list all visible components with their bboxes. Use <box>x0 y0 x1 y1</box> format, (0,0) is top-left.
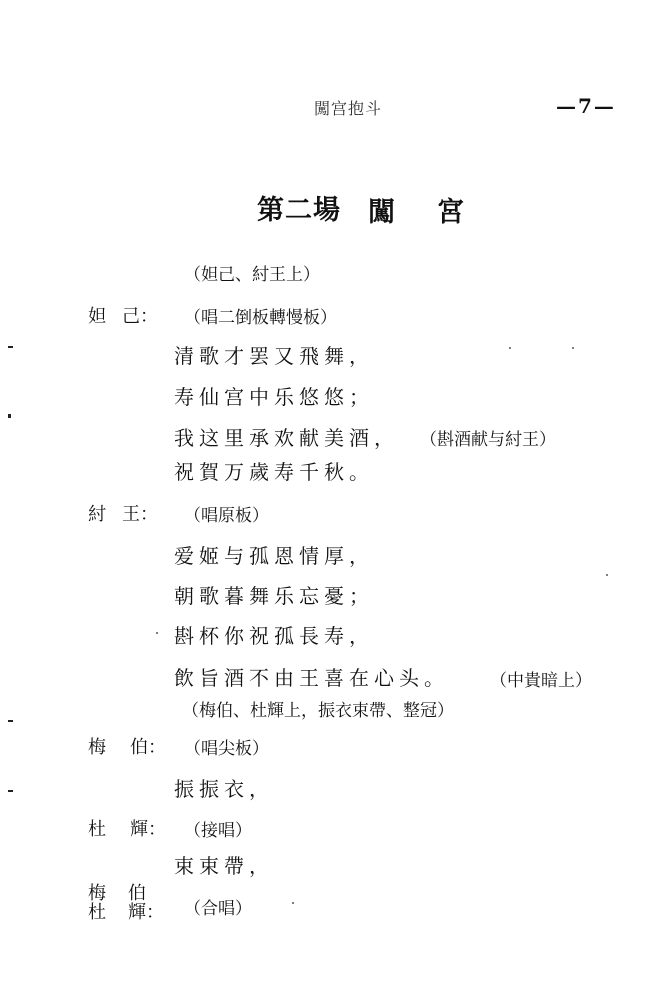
scan-speck <box>572 347 574 349</box>
speaker-duhui <box>88 815 166 841</box>
scene-name <box>368 190 464 229</box>
daji-lyric-2: 寿仙宫中乐悠悠； <box>174 385 374 409</box>
daji-action-direction: （斟酒献与紂王） <box>420 430 556 450</box>
speaker-meibo-colon: ： <box>148 737 166 758</box>
zhouwang-lyric-3: 斟杯你祝孤長寿， <box>174 624 374 648</box>
speaker-stack-colon: ： <box>146 902 164 923</box>
duhui-lyric-1: 束束帶， <box>174 854 274 878</box>
speaker-zhouwang-char-2: 王 <box>122 504 140 525</box>
speaker-meibo-duhui <box>88 884 164 922</box>
scan-speck <box>509 347 511 349</box>
daji-lyric-3: 我这里承欢献美酒， <box>174 426 399 450</box>
scan-speck <box>606 574 608 576</box>
meibo-singing-direction: （唱尖板） <box>184 739 269 759</box>
speaker-zhouwang <box>88 500 158 526</box>
running-head: 闖宫抱斗 <box>314 99 383 118</box>
zhouwang-lyric-1: 爱姬与孤恩情厚， <box>174 544 374 568</box>
margin-mark <box>8 790 13 792</box>
daji-lyric-4: 祝賀万歲寿千秋。 <box>174 460 374 484</box>
daji-lyric-1: 清歌才罢又飛舞， <box>174 344 374 368</box>
zhouwang-singing-direction: （唱原板） <box>184 506 269 526</box>
speaker-meibo <box>88 733 166 759</box>
stage-direction-enter: （妲己、紂王上） <box>184 265 320 285</box>
speaker-meibo-char-1: 梅 <box>88 737 106 758</box>
zhouwang-action-direction: （中貴暗上） <box>490 671 592 691</box>
margin-mark <box>8 414 11 418</box>
speaker-stack-row1-char-2: 伯 <box>128 883 146 904</box>
meibo-lyric-1: 振振衣， <box>174 777 274 801</box>
both-singing-direction: （合唱） <box>184 899 252 919</box>
page-number: —7— <box>556 94 616 118</box>
speaker-daji-colon: ： <box>140 306 158 327</box>
speaker-zhouwang-char-1: 紂 <box>88 504 106 525</box>
speaker-duhui-char-2: 輝 <box>130 819 148 840</box>
speaker-daji-char-1: 妲 <box>88 306 106 327</box>
scan-speck <box>156 632 158 634</box>
speaker-stack-row1-char-1: 梅 <box>88 883 106 904</box>
margin-mark <box>8 720 13 722</box>
speaker-duhui-colon: ： <box>148 819 166 840</box>
speaker-daji <box>88 302 158 328</box>
scene-name-char-1: 闖 <box>368 197 395 228</box>
scene-name-char-2: 宮 <box>437 197 464 228</box>
daji-singing-direction: （唱二倒板轉慢板） <box>184 308 337 328</box>
zhouwang-lyric-2: 朝歌暮舞乐忘憂； <box>174 584 374 608</box>
scan-speck <box>292 902 294 904</box>
zhouwang-lyric-4: 飲旨酒不由王喜在心头。 <box>174 666 449 690</box>
speaker-zhouwang-colon: ： <box>140 504 158 525</box>
scene-number: 第二場 <box>257 195 341 226</box>
speaker-stack-row2-char-2: 輝 <box>128 902 146 923</box>
speaker-daji-char-2: 己 <box>122 306 140 327</box>
margin-mark <box>8 346 13 348</box>
speaker-duhui-char-1: 杜 <box>88 819 106 840</box>
stage-direction-meibo-duhui-enter: （梅伯、杜輝上，振衣束帶、整冠） <box>182 701 454 721</box>
speaker-meibo-char-2: 伯 <box>130 737 148 758</box>
speaker-stack-row2-char-1: 杜 <box>88 902 106 923</box>
duhui-singing-direction: （接唱） <box>184 821 252 841</box>
